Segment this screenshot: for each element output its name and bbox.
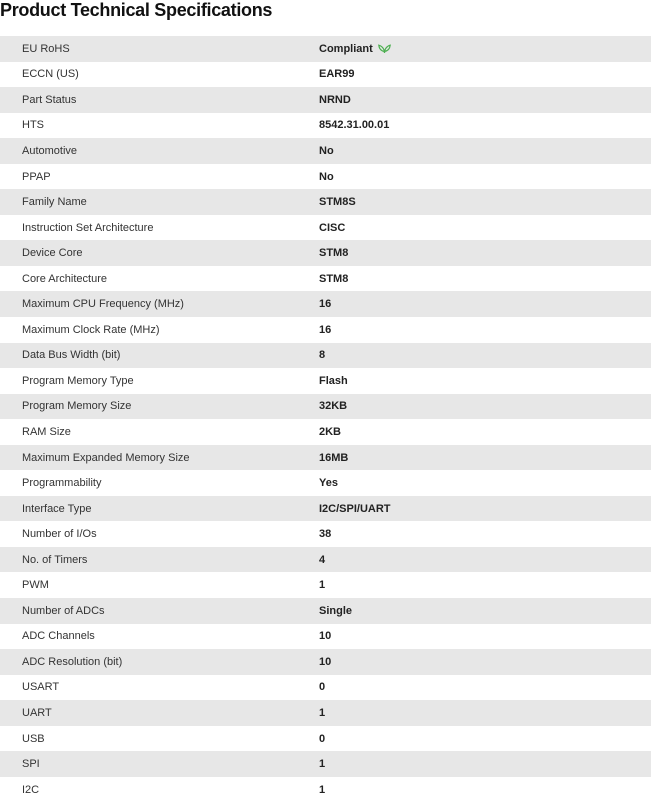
spec-value: 0 — [319, 732, 326, 745]
spec-value: No — [319, 170, 334, 183]
spec-value: 10 — [319, 630, 332, 643]
spec-value: 4 — [319, 553, 326, 566]
spec-row — [0, 470, 651, 496]
spec-name: EU RoHS — [22, 42, 70, 55]
spec-value: 8 — [319, 349, 326, 362]
spec-name: Family Name — [22, 196, 87, 209]
spec-value-cell — [318, 215, 651, 241]
spec-name: Number of ADCs — [22, 604, 105, 617]
spec-name: Maximum Expanded Memory Size — [22, 451, 190, 464]
page-title: Product Technical Specifications — [0, 0, 273, 20]
spec-value-cell — [318, 240, 651, 266]
spec-name: No. of Timers — [22, 553, 88, 566]
spec-value-cell — [318, 649, 651, 675]
spec-value-cell — [318, 572, 651, 598]
spec-row — [0, 700, 651, 726]
spec-value: CISC — [319, 221, 346, 234]
spec-value: 2KB — [319, 425, 342, 438]
spec-value-cell — [318, 521, 651, 547]
spec-row — [0, 445, 651, 471]
spec-row — [0, 598, 651, 624]
spec-row — [0, 751, 651, 777]
spec-row — [0, 215, 651, 241]
spec-row — [0, 777, 651, 802]
spec-value-cell — [318, 445, 651, 471]
spec-row — [0, 240, 651, 266]
spec-name: Core Architecture — [22, 272, 107, 285]
spec-table — [0, 36, 651, 802]
spec-name: PPAP — [22, 170, 51, 183]
spec-value-cell — [318, 700, 651, 726]
spec-value: EAR99 — [319, 68, 355, 81]
spec-name: Interface Type — [22, 502, 92, 515]
spec-value-cell — [318, 266, 651, 292]
spec-row — [0, 87, 651, 113]
spec-name: Part Status — [22, 93, 77, 106]
spec-name: Number of I/Os — [22, 528, 97, 541]
spec-row — [0, 113, 651, 139]
spec-value-cell — [318, 317, 651, 343]
spec-row — [0, 394, 651, 420]
spec-value: 10 — [319, 655, 332, 668]
spec-value-cell — [318, 138, 651, 164]
spec-value: STM8S — [319, 196, 356, 209]
spec-name: UART — [22, 706, 52, 719]
spec-value-cell — [318, 624, 651, 650]
spec-value-cell — [318, 164, 651, 190]
spec-value: 32KB — [319, 400, 348, 413]
spec-value: 38 — [319, 528, 332, 541]
spec-value-cell — [318, 496, 651, 522]
spec-value: 0 — [319, 681, 326, 694]
spec-value-cell — [318, 675, 651, 701]
spec-name: USB — [22, 732, 45, 745]
spec-row — [0, 496, 651, 522]
spec-value: 1 — [319, 579, 326, 592]
spec-value-cell — [318, 36, 651, 62]
spec-row — [0, 62, 651, 88]
spec-value: 16MB — [319, 451, 349, 464]
spec-value: NRND — [319, 93, 351, 106]
spec-value: Single — [319, 604, 353, 617]
spec-row — [0, 649, 651, 675]
spec-name: USART — [22, 681, 60, 694]
spec-row — [0, 189, 651, 215]
spec-name: Programmability — [22, 477, 102, 490]
spec-value-cell — [318, 189, 651, 215]
spec-value-cell — [318, 87, 651, 113]
spec-row — [0, 291, 651, 317]
spec-value: Flash — [319, 374, 348, 387]
spec-name: SPI — [22, 758, 40, 771]
spec-value: 1 — [319, 783, 326, 796]
spec-row — [0, 419, 651, 445]
spec-table-body — [0, 36, 651, 802]
spec-row — [0, 36, 651, 62]
spec-value-cell — [318, 368, 651, 394]
spec-value-cell — [318, 291, 651, 317]
spec-value: No — [319, 144, 334, 157]
spec-row — [0, 266, 651, 292]
spec-name: ADC Channels — [22, 630, 95, 643]
spec-value-cell — [318, 598, 651, 624]
spec-row — [0, 521, 651, 547]
spec-name: Data Bus Width (bit) — [22, 349, 121, 362]
spec-name: Instruction Set Architecture — [22, 221, 154, 234]
spec-value: I2C/SPI/UART — [319, 502, 391, 515]
spec-value-cell — [318, 113, 651, 139]
spec-row — [0, 572, 651, 598]
spec-name: Maximum CPU Frequency (MHz) — [22, 298, 184, 311]
spec-name: Program Memory Type — [22, 374, 134, 387]
spec-name: PWM — [22, 579, 49, 592]
spec-value: Yes — [319, 477, 338, 490]
spec-value-cell — [318, 751, 651, 777]
spec-row — [0, 624, 651, 650]
spec-name: Device Core — [22, 247, 83, 260]
spec-value-cell — [318, 726, 651, 752]
spec-value: 1 — [319, 758, 326, 771]
spec-row — [0, 164, 651, 190]
spec-value-cell — [318, 419, 651, 445]
spec-value-cell — [318, 547, 651, 573]
spec-value-cell — [318, 343, 651, 369]
spec-value: 16 — [319, 298, 332, 311]
spec-row — [0, 343, 651, 369]
spec-name: Program Memory Size — [22, 400, 132, 413]
spec-name: RAM Size — [22, 425, 71, 438]
spec-value: STM8 — [319, 247, 349, 260]
spec-name: I2C — [22, 783, 40, 796]
spec-row — [0, 368, 651, 394]
spec-row — [0, 317, 651, 343]
spec-name: ECCN (US) — [22, 68, 79, 81]
spec-value: 8542.31.00.01 — [319, 119, 390, 132]
spec-value: 16 — [319, 323, 332, 336]
spec-value: STM8 — [319, 272, 349, 285]
spec-row — [0, 138, 651, 164]
spec-name: Maximum Clock Rate (MHz) — [22, 323, 160, 336]
spec-row — [0, 547, 651, 573]
spec-value: Compliant — [319, 42, 373, 55]
spec-row — [0, 726, 651, 752]
spec-value-cell — [318, 394, 651, 420]
spec-name: HTS — [22, 119, 44, 132]
leaf-icon — [378, 43, 391, 54]
spec-value-cell — [318, 62, 651, 88]
spec-row — [0, 675, 651, 701]
spec-value-cell — [318, 470, 651, 496]
spec-name: ADC Resolution (bit) — [22, 655, 123, 668]
spec-value: 1 — [319, 706, 326, 719]
spec-name: Automotive — [22, 144, 78, 157]
spec-value-cell — [318, 777, 651, 802]
